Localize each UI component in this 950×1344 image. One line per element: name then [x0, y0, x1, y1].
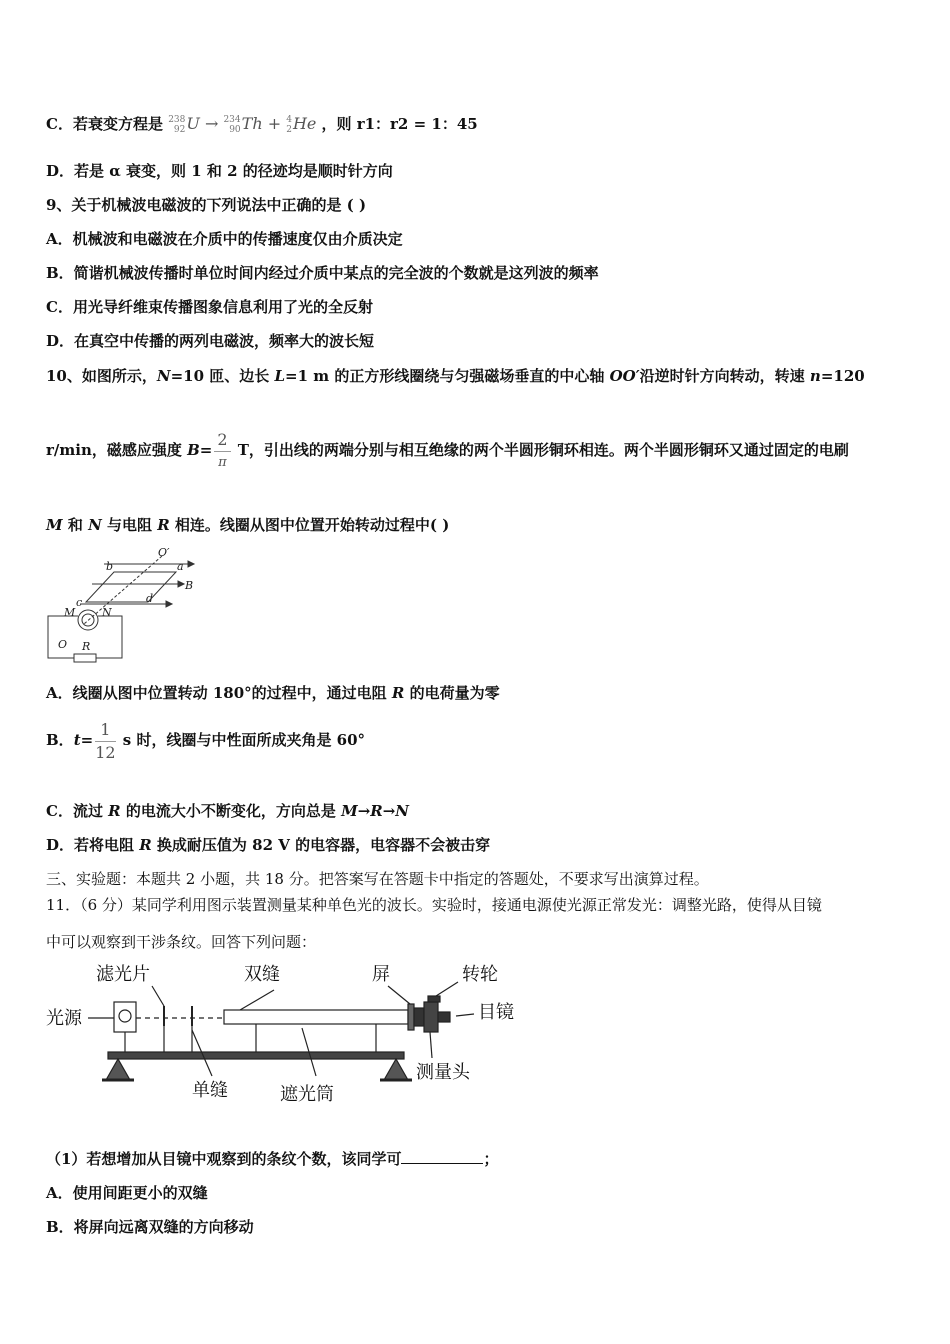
coil-figure — [44, 546, 204, 664]
label-light-shield-tube: 遮光筒 — [280, 1084, 334, 1105]
q9-option-a: A．机械波和电磁波在介质中的传播速度仅由介质决定 — [46, 230, 403, 248]
screen — [408, 1004, 414, 1030]
q8-option-d: D．若是 α 衰变，则 1 和 2 的径迹均是顺时针方向 — [46, 162, 393, 180]
turn-wheel — [428, 996, 440, 1002]
q9-option-d: D．在真空中传播的两列电磁波，频率大的波长短 — [46, 332, 375, 350]
label-O: O — [58, 638, 68, 651]
label-double-slit: 双缝 — [244, 964, 280, 985]
section-3-heading: 三、实验题：本题共 2 小题，共 18 分。把答案写在答题卡中指定的答题处，不要求写出演算过程。 — [46, 870, 709, 888]
label-d: d — [146, 592, 154, 605]
eyepiece — [438, 1012, 450, 1022]
q9-stem: 9、关于机械波电磁波的下列说法中正确的是 ( ) — [46, 196, 367, 214]
label-R: R — [82, 640, 91, 653]
q9-option-b: B．简谐机械波传播时单位时间内经过介质中某点的完全波的个数就是这列波的频率 — [46, 264, 599, 282]
decay-equation: 238 92U → 234 90Th + 4 2He — [168, 114, 317, 135]
bench-foot — [106, 1059, 130, 1080]
label-light-source: 光源 — [46, 1008, 82, 1029]
q10-stem-line1: 10、如图所示，N=10 匝、边长 L=1 m 的正方形线圈绕与匀强磁场垂直的中心轴 OO′沿逆时针方向转动，转速 n=120 — [46, 367, 865, 385]
q9-option-c: C．用光导纤维束传播图象信息利用了光的全反射 — [46, 298, 373, 316]
q11-option-b: B．将屏向远离双缝的方向移动 — [46, 1218, 254, 1236]
label-eyepiece: 目镜 — [478, 1002, 514, 1023]
optical-bench — [108, 1052, 404, 1059]
q8-option-c: C．若衰变方程是 238 92U → 234 90Th + 4 2He ，则 r1：r2 = 1：45 — [46, 114, 478, 135]
label-screen: 屏 — [372, 964, 390, 985]
bench-foot — [384, 1059, 408, 1080]
label-b: b — [106, 560, 114, 573]
b-fraction: $\frac{2}{\pi}$ — [214, 429, 230, 474]
q11-stem-line1: 11．（6 分）某同学利用图示装置测量某种单色光的波长。实验时，接通电源使光源正常发光：调整光路，使得从目镜 — [46, 896, 822, 914]
label-measuring-head: 测量头 — [416, 1062, 470, 1083]
light-shield-tube — [224, 1010, 408, 1024]
label-o-prime: O′ — [158, 546, 170, 559]
label-filter: 滤光片 — [96, 964, 150, 985]
label-M: M — [64, 606, 76, 619]
t-fraction: $\frac{1}{12}$ — [95, 719, 116, 762]
q10-stem-line2: r/min，磁感应强度 B= $\frac{2}{\pi}$ T，引出线的两端分别与相互绝缘的两个半圆形铜环相连。两个半圆形铜环又通过固定的电刷 — [46, 428, 849, 472]
measuring-head — [424, 1002, 438, 1032]
double-slit-apparatus — [44, 958, 524, 1110]
label-turn-wheel: 转轮 — [462, 964, 498, 985]
answer-blank[interactable] — [401, 1149, 483, 1164]
q10-stem-line3: M 和 N 与电阻 R 相连。线圈从图中位置开始转动过程中( ) — [46, 516, 450, 534]
q10-option-c: C．流过 R 的电流大小不断变化，方向总是 M→R→N — [46, 802, 410, 820]
q11-sub1: （1）若想增加从目镜中观察到的条纹个数，该同学可 ； — [46, 1150, 499, 1168]
coil-square — [86, 572, 176, 602]
light-source-box — [114, 1002, 136, 1032]
label-single-slit: 单缝 — [192, 1080, 228, 1101]
label-N: N — [102, 606, 112, 619]
label-c: c — [76, 596, 83, 609]
q11-option-a: A．使用间距更小的双缝 — [46, 1184, 208, 1202]
q10-option-b: B．t= $\frac{1}{12}$ s 时，线圈与中性面所成夹角是 60° — [46, 719, 366, 762]
label-B: B — [185, 579, 194, 592]
label-a: a — [177, 560, 184, 573]
bulb — [119, 1010, 131, 1022]
q10-option-d: D．若将电阻 R 换成耐压值为 82 V 的电容器，电容器不会被击穿 — [46, 836, 491, 854]
resistor — [74, 654, 96, 662]
q11-stem-line2: 中可以观察到干涉条纹。回答下列问题： — [46, 933, 317, 951]
q10-option-a: A．线圈从图中位置转动 180°的过程中，通过电阻 R 的电荷量为零 — [46, 684, 500, 702]
